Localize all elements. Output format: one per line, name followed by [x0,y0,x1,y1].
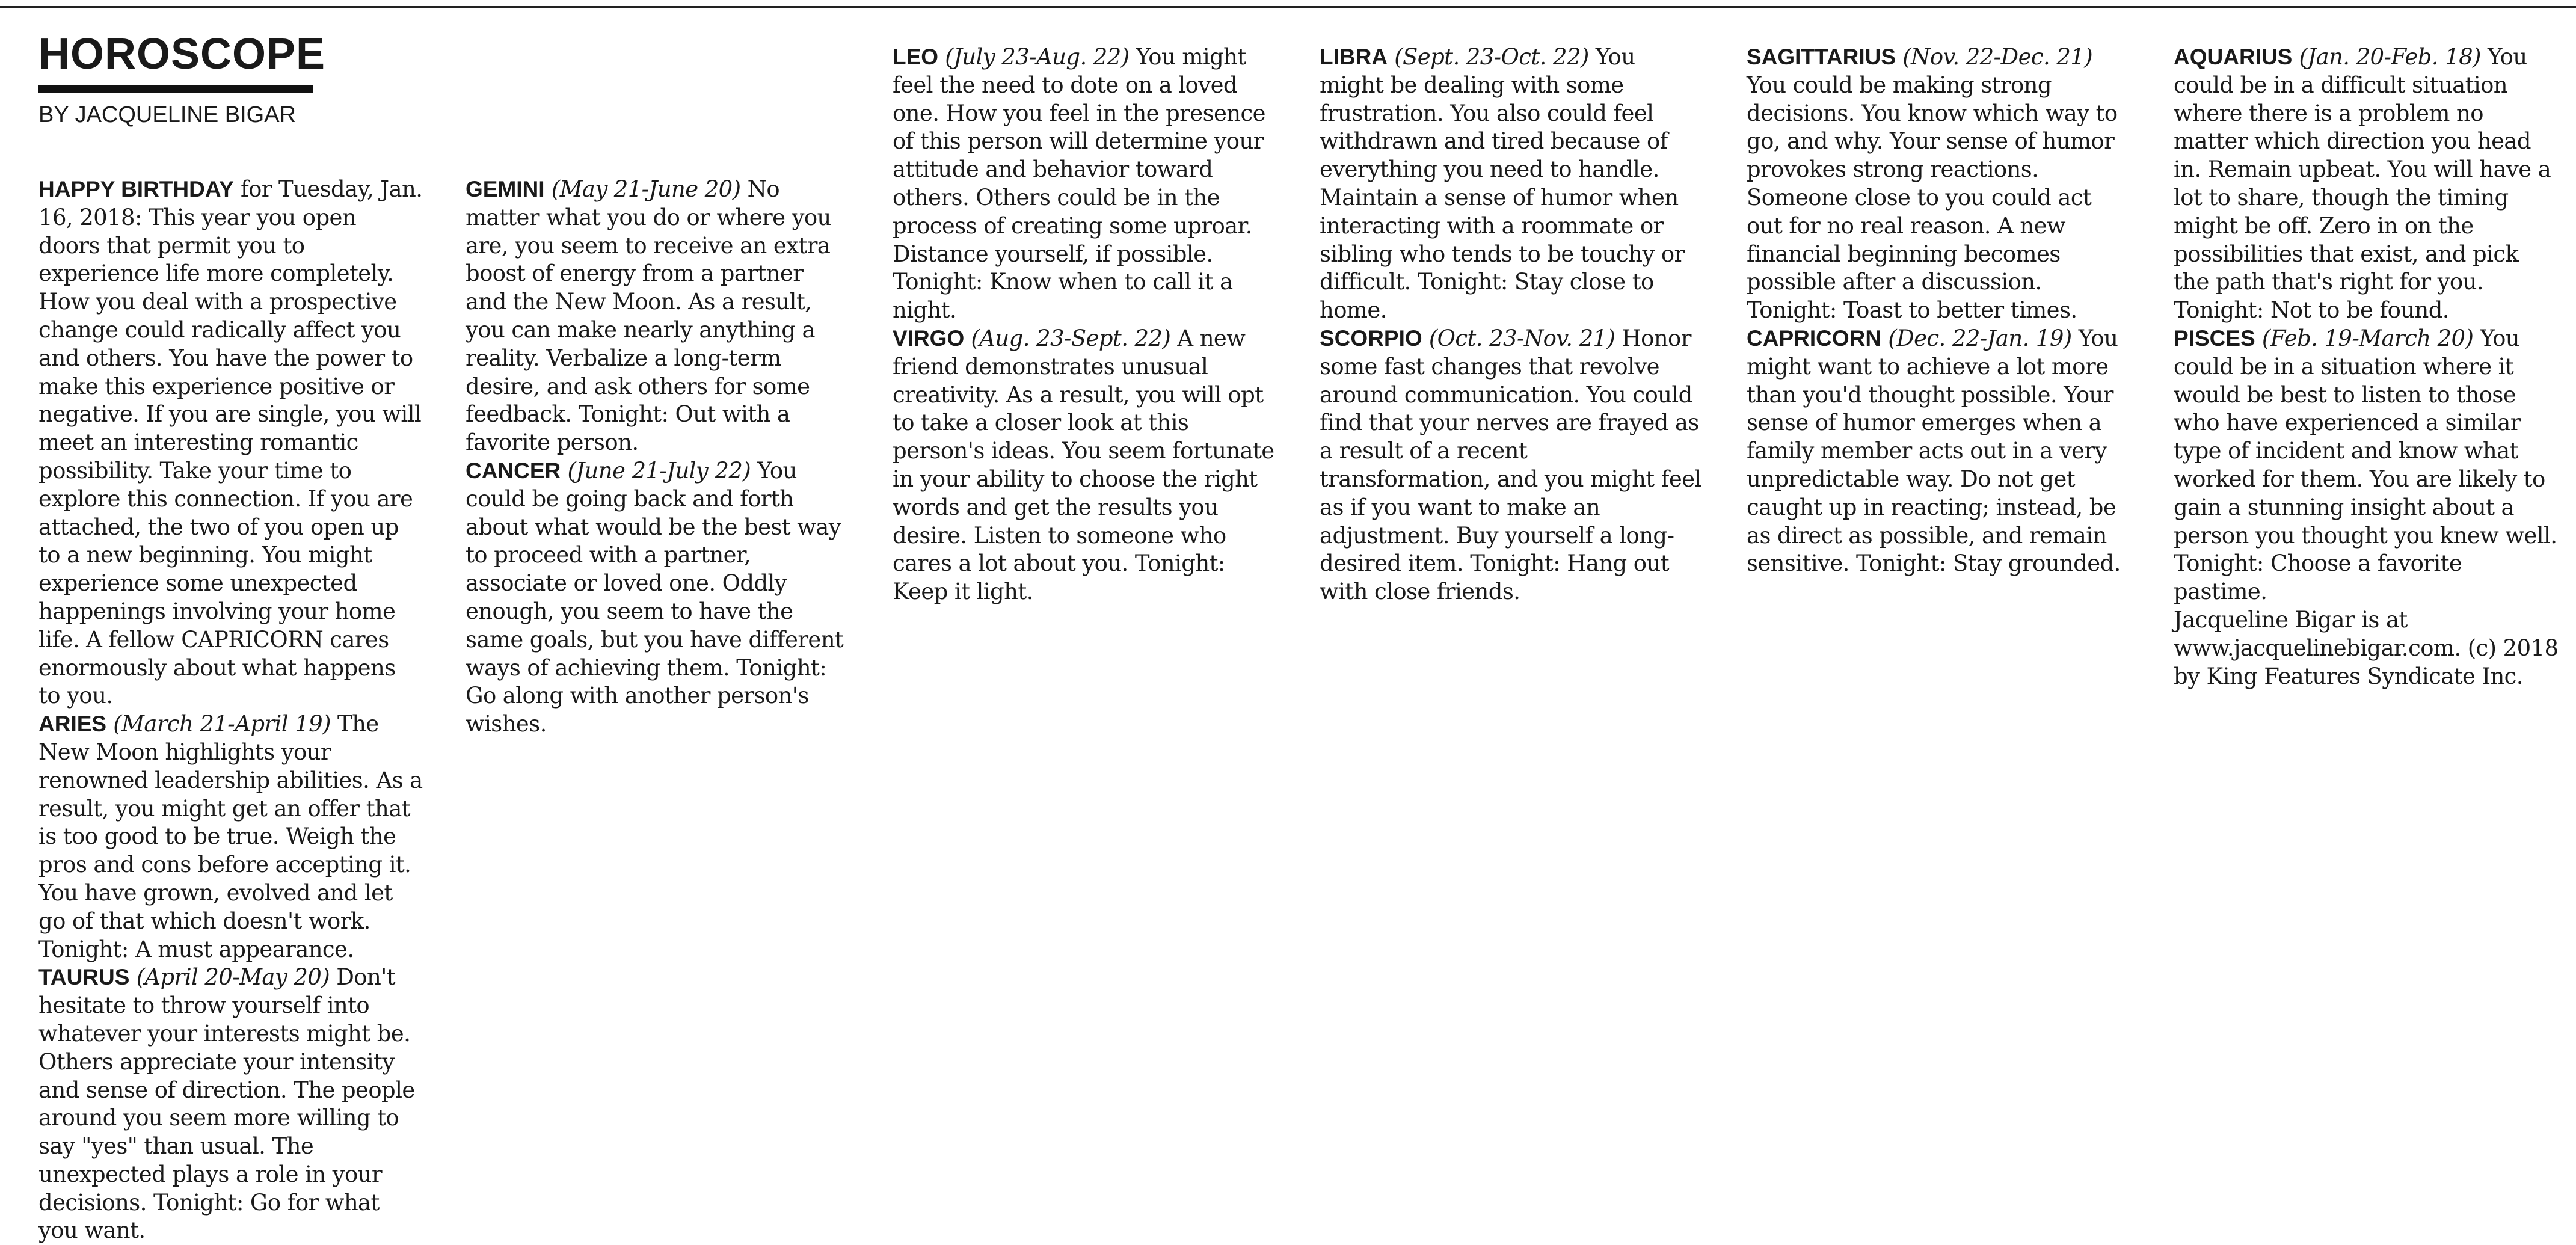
column-3 [893,43,1277,606]
taurus-entry [38,964,423,1245]
leo-entry [893,43,1277,325]
capricorn-dates: (Dec. 22-Jan. 19) [1888,325,2072,351]
birthday-date: for Tuesday, Jan. 16, 2018: [38,176,423,230]
scorpio-entry [1320,325,1705,606]
column-6 [2174,43,2559,690]
scorpio-text: Honor some fast changes that revolve around communication. You could find that your nerves are frayed as a result of a recent transformation, and you might feel as if you want to make an adjustment. Buy yourself a long-desired item. Tonight: Hang out with close friends. [1320,325,1701,605]
cancer-entry [466,457,850,739]
aquarius-entry [2174,43,2559,325]
gemini-text: No matter what you do or where you are, you seem to receive an extra boost of energy from a partner and the New Moon. As a result, you can make nearly anything a reality. Verbalize a long-term desire, and ask others for some feedback. Tonight: Out with a favorite person. [466,176,831,456]
gemini-entry [466,176,850,457]
byline: BY JACQUELINE BIGAR [38,102,296,128]
virgo-entry [893,325,1277,606]
libra-text: You might be dealing with some frustration. You also could feel withdrawn and tired because of everything you need to handle. Maintain a sense of humor when interacting with a roommate or sibling who tends to be touchy or difficult. Tonight: Stay close to home. [1320,44,1685,324]
cancer-name: CANCER [466,458,561,483]
sagittarius-dates: (Nov. 22-Dec. 21) [1902,44,2093,70]
top-rule [0,6,2576,8]
libra-dates: (Sept. 23-Oct. 22) [1394,44,1589,70]
birthday-text: This year you open doors that permit you to experience life more completely. How you deal with a prospective change could radically affect you and others. You have the power to make this experience positive or negative. If you are single, you will meet an interesting romantic possibility. Take your time to explore this connection. If you are attached, the two of you open up to a new beginning. You might experience some unexpected happenings involving your home life. A fellow CAPRICORN cares enormously about what happens to you. [38,204,422,709]
aquarius-name: AQUARIUS [2174,45,2293,69]
aries-dates: (March 21-April 19) [113,711,331,737]
birthday-entry [38,176,423,710]
credit-line: Jacqueline Bigar is at www.jacquelinebigar.com. (c) 2018 by King Features Syndicate Inc. [2174,606,2559,689]
leo-text: You might feel the need to dote on a loved one. How you feel in the presence of this person will determine your attitude and behavior toward others. Others could be in the process of creating some uproar. Distance yourself, if possible. Tonight: Know when to call it a night. [893,44,1265,324]
aquarius-text: You could be in a difficult situation where there is a problem no matter which direction you head in. Remain upbeat. You will have a lot to share, though the timing might be off. Zero in on the possibilities that exist, and pick the path that's right for you. Tonight: Not to be found. [2174,44,2551,324]
leo-name: LEO [893,45,939,69]
capricorn-name: CAPRICORN [1747,325,1882,351]
virgo-text: A new friend demonstrates unusual creativity. As a result, you will opt to take a closer look at this person's ideas. You seem fortunate in your ability to choose the right words and get the results you desire. Listen to someone who cares a lot about you. Tonight: Keep it light. [893,325,1274,605]
taurus-text: Don't hesitate to throw yourself into whatever your interests might be. Others appreciate your intensity and sense of direction. The people around you seem more willing to say "yes" than usual. The unexpected plays a role in your decisions. Tonight: Go for what you want. [38,964,415,1244]
aries-text: The New Moon highlights your renowned leadership abilities. As a result, you might get an offer that is too good to be true. Weigh the pros and cons before accepting it. You have grown, evolved and let go of that which doesn't work. Tonight: A must appearance. [38,711,423,962]
pisces-entry [2174,325,2559,606]
taurus-name: TAURUS [38,965,130,990]
capricorn-text: You might want to achieve a lot more than you'd thought possible. Your sense of humor emerges when a family member acts out in a very unpredictable way. Do not get caught up in reacting; instead, be as direct as possible, and remain sensitive. Tonight: Stay grounded. [1747,325,2121,577]
capricorn-entry [1747,325,2132,578]
libra-name: LIBRA [1320,45,1388,69]
virgo-name: VIRGO [893,325,965,351]
aries-entry [38,710,423,964]
column-1 [38,176,423,1245]
libra-entry [1320,43,1705,325]
sagittarius-name: SAGITTARIUS [1747,45,1896,69]
sagittarius-entry [1747,43,2132,325]
column-5 [1747,43,2132,578]
cancer-text: You could be going back and forth about what would be the best way to proceed with a partner, associate or loved one. Oddly enough, you seem to have the same goals, but you have different ways of achieving them. Tonight: Go along with another person's wishes. [466,457,844,737]
gemini-name: GEMINI [466,177,545,201]
pisces-dates: (Feb. 19-March 20) [2261,325,2474,351]
column-2 [466,176,850,739]
aquarius-dates: (Jan. 20-Feb. 18) [2299,44,2481,70]
virgo-dates: (Aug. 23-Sept. 22) [971,325,1171,351]
sagittarius-text: You could be making strong decisions. You know which way to go, and why. Your sense of humor provokes strong reactions. Someone close to you could act out for no real reason. A new financial beginning becomes possible after a discussion. Tonight: Toast to better times. [1747,72,2118,324]
cancer-dates: (June 21-July 22) [567,457,751,484]
title-underline [38,85,313,93]
column-4 [1320,43,1705,606]
aries-name: ARIES [38,712,107,737]
page-title: HOROSCOPE [38,30,326,78]
birthday-label: HAPPY BIRTHDAY [38,177,234,201]
leo-dates: (July 23-Aug. 22) [945,44,1130,70]
gemini-dates: (May 21-June 20) [551,176,741,202]
pisces-name: PISCES [2174,325,2255,351]
scorpio-dates: (Oct. 23-Nov. 21) [1428,325,1615,351]
taurus-dates: (April 20-May 20) [136,964,330,991]
pisces-text: You could be in a situation where it would be best to listen to those who have experienced a similar type of incident and know what worked for them. You are likely to gain a stunning insight about a person you thought you knew well. Tonight: Choose a favorite pastime. [2174,325,2557,605]
scorpio-name: SCORPIO [1320,325,1422,351]
